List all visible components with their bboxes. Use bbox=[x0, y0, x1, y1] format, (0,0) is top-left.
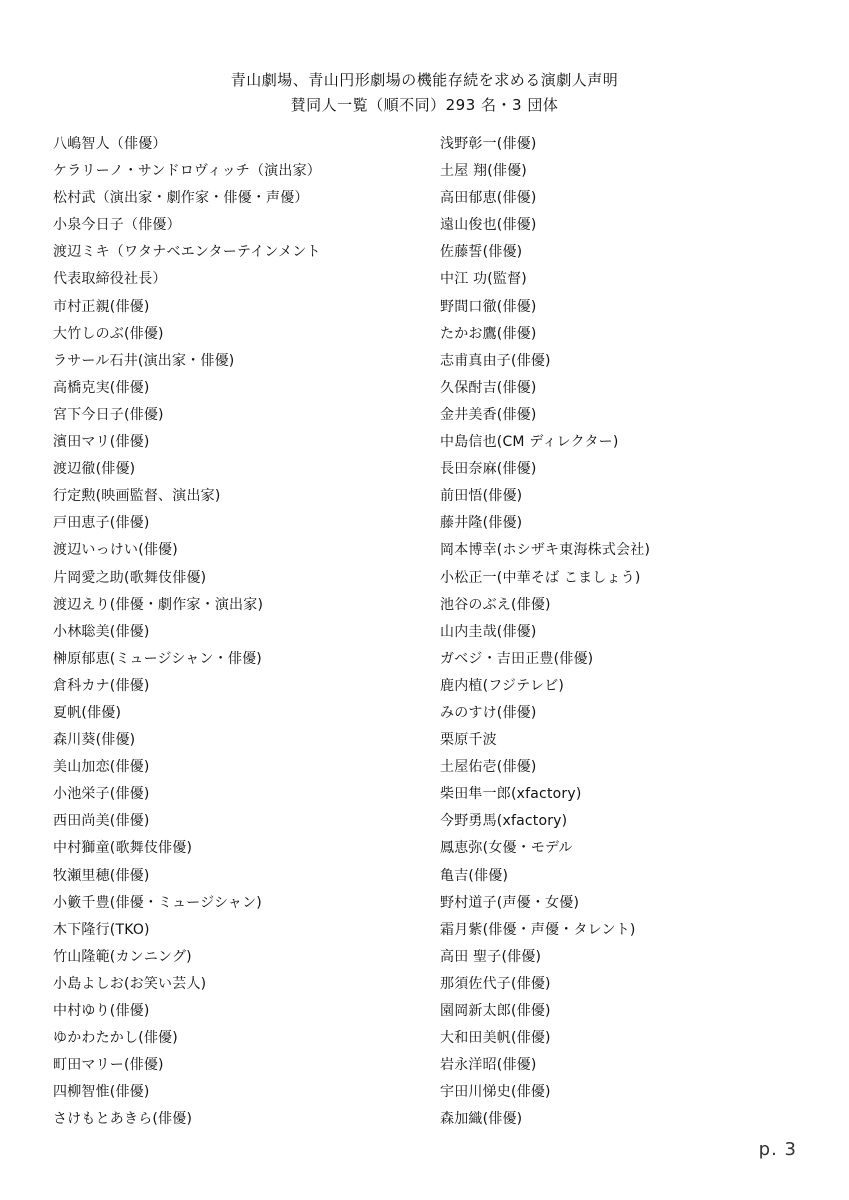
signatory-item: 森加織(俳優) bbox=[440, 1111, 523, 1128]
signatory-item: 中村獅童(歌舞伎俳優) bbox=[53, 840, 193, 857]
signatory-item: 松村武（演出家・劇作家・俳優・声優） bbox=[53, 190, 309, 207]
signatory-item: 土屋佑壱(俳優) bbox=[440, 759, 537, 776]
signatory-item: 栗原千波 bbox=[440, 732, 497, 749]
signatory-item: 牧瀬里穂(俳優) bbox=[53, 867, 150, 884]
signatory-item: 小池栄子(俳優) bbox=[53, 786, 150, 803]
signatory-item: 柴田隼一郎(xfactory) bbox=[440, 786, 582, 803]
signatory-item: 志甫真由子(俳優) bbox=[440, 352, 551, 369]
signatory-item: 四柳智惟(俳優) bbox=[53, 1084, 150, 1101]
document-header bbox=[0, 68, 849, 118]
signatory-list-right bbox=[440, 131, 830, 1133]
signatory-item: 久保酎吉(俳優) bbox=[440, 379, 537, 396]
signatory-item: 金井美香(俳優) bbox=[440, 406, 537, 423]
signatory-item: 渡辺ミキ（ワタナベエンターテインメント bbox=[53, 244, 321, 261]
signatory-item: 鳳恵弥(女優・モデル bbox=[440, 840, 573, 857]
signatory-item: 野間口徹(俳優) bbox=[440, 298, 537, 315]
signatory-item: 美山加恋(俳優) bbox=[53, 759, 150, 776]
signatory-item: 戸田恵子(俳優) bbox=[53, 515, 150, 532]
signatory-item: 夏帆(俳優) bbox=[53, 704, 122, 721]
signatory-item: 亀吉(俳優) bbox=[440, 867, 509, 884]
signatory-item: 中島信也(CM ディレクター) bbox=[440, 434, 619, 451]
signatory-item: 町田マリー(俳優) bbox=[53, 1057, 164, 1074]
signatory-item: 代表取締役社長） bbox=[53, 271, 167, 288]
signatory-item: 渡辺いっけい(俳優) bbox=[53, 542, 178, 559]
signatory-item: 大竹しのぶ(俳優) bbox=[53, 325, 164, 342]
signatory-item: ガベジ・吉田正豊(俳優) bbox=[440, 650, 594, 667]
signatory-item: 遠山俊也(俳優) bbox=[440, 217, 537, 234]
signatory-item: 渡辺えり(俳優・劇作家・演出家) bbox=[53, 596, 264, 613]
signatory-item: 中江 功(監督) bbox=[440, 271, 527, 288]
signatory-item: 藤井隆(俳優) bbox=[440, 515, 523, 532]
signatory-item: 土屋 翔(俳優) bbox=[440, 163, 527, 180]
signatory-item: 竹山隆範(カンニング) bbox=[53, 948, 192, 965]
signatory-item: 小泉今日子（俳優） bbox=[53, 217, 181, 234]
page-number: p. 3 bbox=[758, 1139, 797, 1160]
signatory-item: 木下隆行(TKO) bbox=[53, 921, 150, 938]
signatory-item: たかお鷹(俳優) bbox=[440, 325, 537, 342]
signatory-item: 那須佐代子(俳優) bbox=[440, 975, 551, 992]
signatory-item: 園岡新太郎(俳優) bbox=[440, 1003, 551, 1019]
signatory-item: ラサール石井(演出家・俳優) bbox=[53, 352, 235, 369]
signatory-item: 霜月紫(俳優・声優・タレント) bbox=[440, 921, 636, 938]
signatory-item: 浅野彰一(俳優) bbox=[440, 136, 537, 152]
signatory-item: 池谷のぶえ(俳優) bbox=[440, 596, 551, 613]
document-subtitle: 賛同人一覧（順不同）293 名・3 団体 bbox=[290, 96, 559, 114]
signatory-item: 前田悟(俳優) bbox=[440, 488, 523, 505]
signatory-item: 長田奈麻(俳優) bbox=[440, 461, 537, 478]
signatory-item: 高田 聖子(俳優) bbox=[440, 948, 542, 965]
signatory-item: 中村ゆり(俳優) bbox=[53, 1003, 150, 1019]
signatory-item: 今野勇馬(xfactory) bbox=[440, 813, 568, 830]
signatory-item: 小島よしお(お笑い芸人) bbox=[53, 975, 207, 992]
signatory-item: 市村正親(俳優) bbox=[53, 298, 150, 315]
signatory-item: 大和田美帆(俳優) bbox=[440, 1030, 551, 1047]
signatory-item: 西田尚美(俳優) bbox=[53, 813, 150, 830]
signatory-item: 小籔千豊(俳優・ミュージシャン) bbox=[53, 894, 262, 911]
signatory-item: 山内圭哉(俳優) bbox=[440, 623, 537, 640]
signatory-item: 濱田マリ(俳優) bbox=[53, 434, 150, 451]
signatory-item: 鹿内植(フジテレビ) bbox=[440, 677, 565, 694]
signatory-item: 高橋克実(俳優) bbox=[53, 379, 150, 396]
document-title: 青山劇場、青山円形劇場の機能存続を求める演劇人声明 bbox=[230, 71, 619, 89]
signatory-item: 森川葵(俳優) bbox=[53, 732, 136, 749]
signatory-item: ケラリーノ・サンドロヴィッチ（演出家） bbox=[53, 163, 321, 180]
signatory-item: みのすけ(俳優) bbox=[440, 704, 537, 721]
signatory-item: 岡本博幸(ホシザキ東海株式会社) bbox=[440, 542, 651, 559]
signatory-item: 行定勲(映画監督、演出家) bbox=[53, 488, 221, 505]
signatory-item: 小松正一(中華そば こましょう) bbox=[440, 569, 641, 586]
signatory-item: ゆかわたかし(俳優) bbox=[53, 1030, 178, 1047]
signatory-item: 岩永洋昭(俳優) bbox=[440, 1057, 537, 1074]
signatory-item: 渡辺徹(俳優) bbox=[53, 461, 136, 478]
signatory-item: 小林聡美(俳優) bbox=[53, 623, 150, 640]
signatory-list-left bbox=[53, 131, 423, 1133]
signatory-item: 榊原郁恵(ミュージシャン・俳優) bbox=[53, 650, 262, 667]
signatory-item: 八嶋智人（俳優） bbox=[53, 136, 167, 152]
signatory-item: 宮下今日子(俳優) bbox=[53, 406, 164, 423]
signatory-item: 倉科カナ(俳優) bbox=[53, 677, 150, 694]
signatory-item: 片岡愛之助(歌舞伎俳優) bbox=[53, 569, 207, 586]
signatory-item: 高田郁恵(俳優) bbox=[440, 190, 537, 207]
signatory-item: 佐藤誓(俳優) bbox=[440, 244, 523, 261]
signatory-item: さけもとあきら(俳優) bbox=[53, 1111, 193, 1128]
signatory-item: 野村道子(声優・女優) bbox=[440, 894, 580, 911]
signatory-item: 宇田川悌史(俳優) bbox=[440, 1084, 551, 1101]
